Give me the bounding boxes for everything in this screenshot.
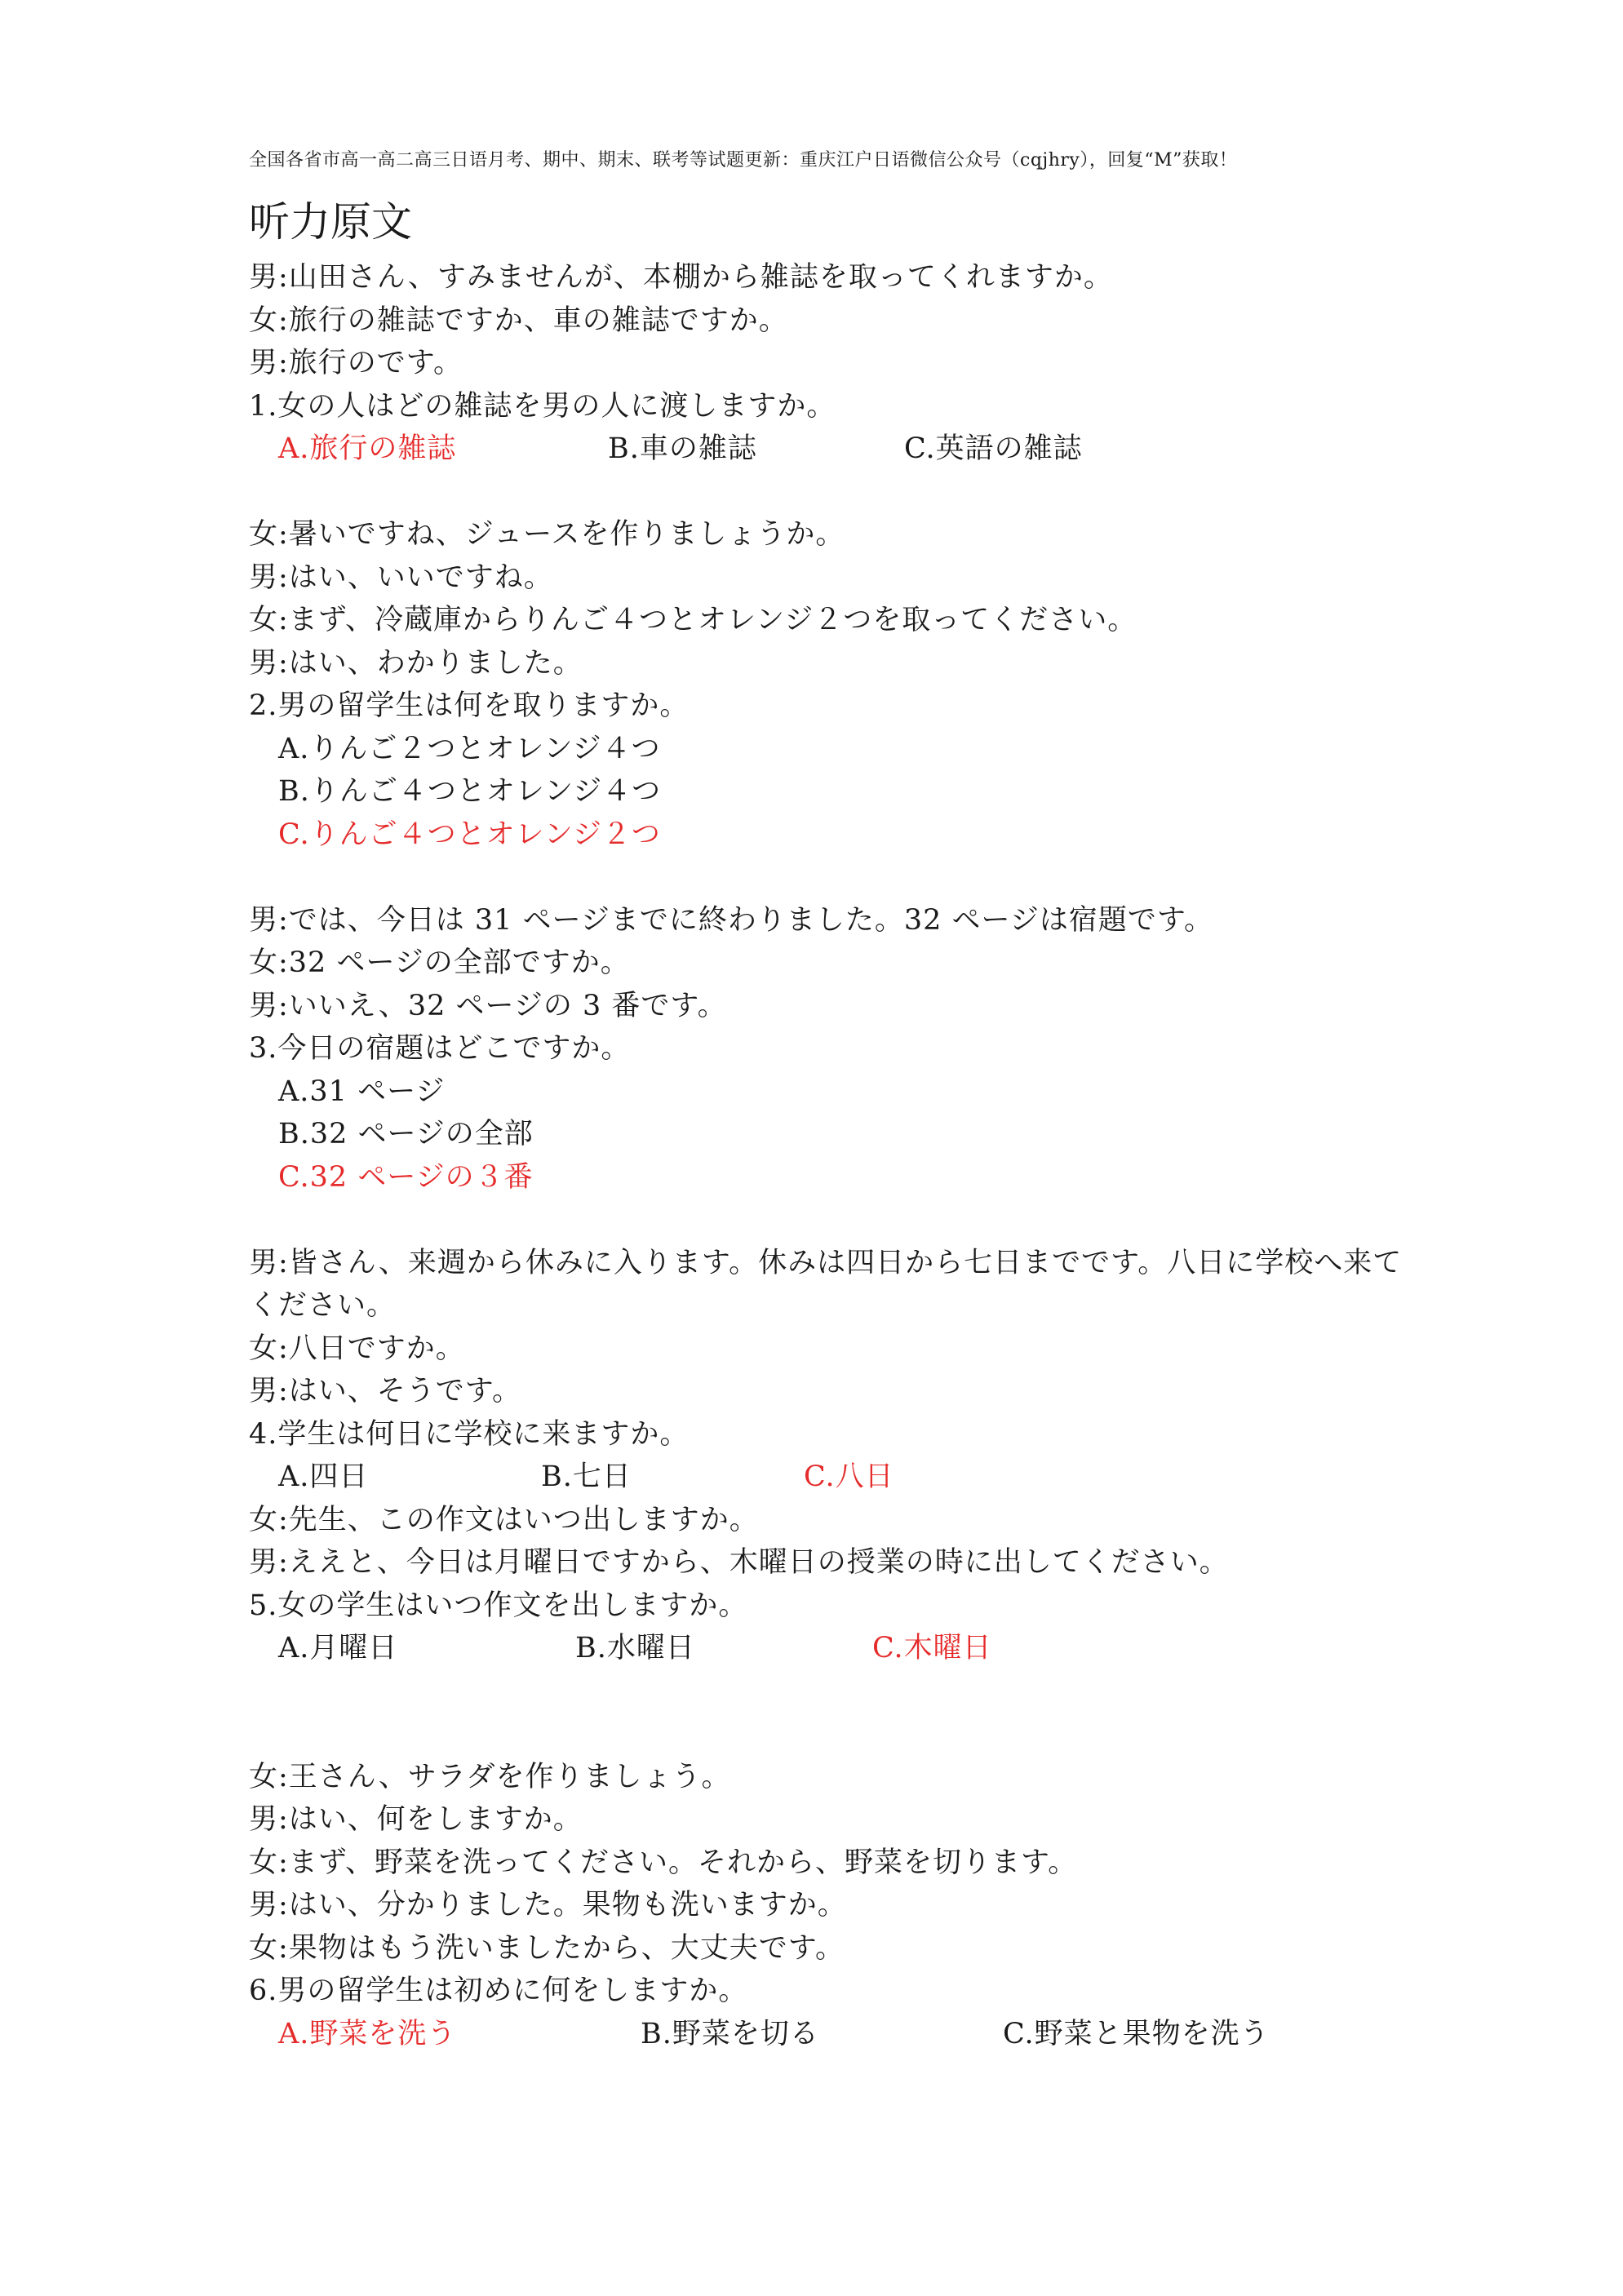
options-row-4 [249, 1456, 1432, 1499]
section-spacer [249, 471, 1432, 514]
dialogue-line: 男:旅行のです。 [249, 347, 463, 379]
question-5: 5.女の学生はいつ作文を出しますか。 [249, 1589, 748, 1622]
section-spacer [249, 1670, 1432, 1713]
question-1: 1.女の人はどの雑誌を男の人に渡しますか。 [249, 389, 836, 423]
section-spacer [249, 1713, 1432, 1756]
header-note: 全国各省市高一高二高三日语月考、期中、期末、联考等试题更新：重庆江户日语微信公众号（cqjhry），回复“M”获取！ [249, 150, 1238, 171]
section-spacer [249, 1199, 1432, 1242]
options-row-1 [249, 428, 1432, 471]
section-spacer [249, 856, 1432, 899]
dialogue-line: 女:32 ページの全部ですか。 [249, 946, 630, 979]
dialogue-section-4 [249, 1242, 1432, 1499]
dialogue-line: 男:山田さん、すみませんが、本棚から雑誌を取ってくれますか。 [249, 261, 1113, 294]
option-a: A.旅行の雑誌 [278, 432, 457, 465]
dialogue-line: 男:はい、分かりました。果物も洗いますか。 [249, 1889, 847, 1921]
option-c: C.野菜と果物を洗う [1003, 2017, 1270, 2050]
dialogue-section-2 [249, 513, 1432, 856]
dialogue-line: 男:では、今日は 31 ページまでに終わりました。32 ページは宿題です。 [249, 903, 1214, 937]
dialogue-line: 女:王さん、サラダを作りましょう。 [249, 1760, 731, 1793]
dialogue-line: 女:まず、野菜を洗ってください。それから、野菜を切ります。 [249, 1846, 1078, 1879]
option-b: B.32 ページの全部 [278, 1118, 534, 1150]
option-c: C.32 ページの３番 [278, 1160, 534, 1194]
option-c: C.りんご４つとオレンジ２つ [278, 818, 661, 851]
option-a: A.31 ページ [278, 1075, 446, 1108]
dialogue-line: 男:ええと、今日は月曜日ですから、木曜日の授業の時に出してください。 [249, 1546, 1229, 1579]
option-a: A.りんご２つとオレンジ４つ [278, 732, 661, 765]
option-b: B.りんご４つとオレンジ４つ [278, 775, 662, 808]
dialogue-line: 男:はい、何をしますか。 [249, 1803, 583, 1836]
question-4: 4.学生は何日に学校に来ますか。 [249, 1417, 690, 1451]
dialogue-section-5 [249, 1499, 1432, 1670]
option-a: A.野菜を洗う [278, 2017, 457, 2050]
option-c: C.八日 [804, 1460, 894, 1493]
options-row-6 [249, 2013, 1432, 2056]
question-2: 2.男の留学生は何を取りますか。 [249, 689, 690, 722]
page-title: 听力原文 [249, 198, 412, 246]
option-b: B.水曜日 [575, 1632, 695, 1664]
dialogue-section-6 [249, 1756, 1432, 2056]
dialogue-line: 男:はい、そうです。 [249, 1375, 521, 1407]
dialogue-line: 女:八日ですか。 [249, 1332, 465, 1365]
dialogue-line: 男:はい、わかりました。 [249, 646, 583, 680]
option-a: A.四日 [278, 1460, 369, 1493]
dialogue-section-3 [249, 899, 1432, 1199]
dialogue-line: 男:はい、いいですね。 [249, 561, 553, 594]
option-b: B.車の雑誌 [608, 432, 757, 465]
option-b: B.七日 [541, 1460, 632, 1493]
question-3: 3.今日の宿題はどこですか。 [249, 1032, 631, 1065]
option-b: B.野菜を切る [641, 2017, 819, 2050]
dialogue-line: 男:いいえ、32 ページの 3 番です。 [249, 989, 727, 1022]
dialogue-line: 女:先生、この作文はいつ出しますか。 [249, 1503, 759, 1536]
dialogue-section-1 [249, 256, 1432, 471]
dialogue-line: 女:果物はもう洗いましたから、大丈夫です。 [249, 1931, 845, 1965]
document-page [249, 148, 1432, 2055]
dialogue-line: 女:暑いですね、ジュースを作りましょうか。 [249, 518, 845, 551]
option-c: C.木曜日 [872, 1632, 992, 1664]
question-6: 6.男の留学生は初めに何をしますか。 [249, 1975, 748, 2007]
options-row-5 [249, 1627, 1432, 1670]
option-c: C.英語の雑誌 [904, 432, 1083, 465]
dialogue-line: 女:まず、冷蔵庫からりんご４つとオレンジ２つを取ってください。 [249, 604, 1137, 636]
dialogue-line: 女:旅行の雑誌ですか、車の雑誌ですか。 [249, 304, 788, 337]
dialogue-line: 男:皆さん、来週から休みに入ります。休みは四日から七日までです。八日に学校へ来てください。 [249, 1246, 1403, 1322]
option-a: A.月曜日 [278, 1632, 398, 1664]
